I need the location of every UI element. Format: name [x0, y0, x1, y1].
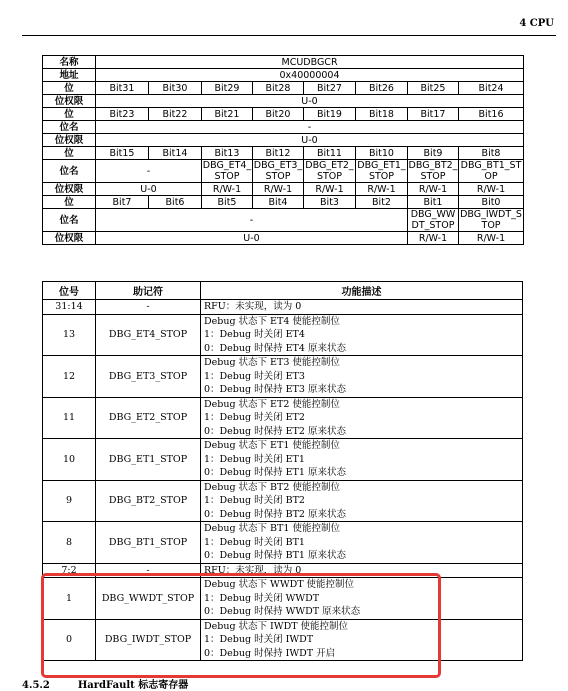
description-line: RFU：未实现，读为 0 [204, 564, 302, 576]
row-bit: 12 [43, 356, 96, 398]
bit-cell: Bit14 [149, 147, 202, 160]
bit-cell: Bit26 [356, 82, 408, 95]
description-line: 1：Debug 时关闭 ET4 [204, 329, 305, 340]
bit-cell: Bit19 [304, 108, 356, 121]
description-line: 0：Debug 时保持 ET4 原来状态 [204, 342, 346, 354]
row-description [201, 397, 523, 439]
row-description [201, 356, 523, 398]
description-line: 0：Debug 时保持 WWDT 原来状态 [204, 606, 361, 617]
bit-cell: Bit24 [459, 82, 524, 95]
description-line: Debug 状态下 ET3 使能控制位 [204, 357, 340, 368]
row-mnemonic: DBG_IWDT_STOP [96, 619, 201, 661]
register-table [42, 55, 524, 245]
field-name-cell: DBG_IWDT_STOP [460, 209, 522, 231]
row-bit: 31:14 [43, 300, 96, 315]
row-bit: 1 [43, 578, 96, 620]
field-name-cell: DBG_BT2_STOP [408, 160, 458, 182]
perm-cell: R/W-1 [408, 183, 459, 196]
header-rule [22, 35, 556, 36]
bit-cell: Bit20 [253, 108, 304, 121]
description-line: Debug 状态下 WWDT 使能控制位 [204, 579, 355, 590]
highlight-box [41, 573, 441, 678]
addr-label: 地址 [43, 69, 96, 82]
bit-cell: Bit28 [253, 82, 304, 95]
perm-cell: R/W-1 [356, 183, 408, 196]
perm-label: 位权限 [43, 232, 96, 245]
row-mnemonic: DBG_WWDT_STOP [96, 578, 201, 620]
perm-cell: U-0 [96, 95, 524, 108]
perm-cell: R/W-1 [459, 232, 524, 245]
bit-cell: Bit10 [356, 147, 408, 160]
field-name-cell: - [96, 209, 408, 232]
table-row [43, 314, 523, 356]
row-bit: 10 [43, 439, 96, 481]
row-bit: 7:2 [43, 563, 96, 578]
description-line: Debug 状态下 BT2 使能控制位 [204, 481, 340, 493]
table-row [43, 439, 523, 481]
perm-cell: U-0 [96, 134, 524, 147]
name-label: 名称 [43, 56, 96, 69]
bit-cell: Bit25 [408, 82, 459, 95]
field-name-cell: DBG_ET2_STOP [305, 160, 354, 182]
row-mnemonic: DBG_ET4_STOP [96, 314, 201, 356]
field-name-cell: DBG_WWDT_STOP [408, 209, 459, 232]
description-line: 0：Debug 时保持 BT1 原来状态 [204, 550, 346, 561]
bit-label: 位 [43, 82, 96, 95]
row-bit: 11 [43, 397, 96, 439]
col-header-desc: 功能描述 [201, 282, 523, 300]
field-name-cell: DBG_BT1_STOP [459, 160, 524, 183]
perm-cell: R/W-1 [459, 183, 524, 196]
field-name-cell: - [96, 121, 524, 134]
description-line: 0：Debug 时保持 ET3 原来状态 [204, 384, 346, 395]
description-line: Debug 状态下 ET1 使能控制位 [204, 440, 340, 451]
bit-cell: Bit5 [202, 196, 253, 209]
row-description [201, 480, 523, 522]
perm-label: 位权限 [43, 183, 96, 196]
bit-cell: Bit2 [356, 196, 408, 209]
row-description [201, 300, 523, 315]
row-mnemonic: DBG_BT1_STOP [96, 522, 201, 564]
bit-cell: Bit11 [304, 147, 356, 160]
row-mnemonic: - [96, 563, 201, 578]
bit-cell: Bit9 [408, 147, 459, 160]
row-description [201, 439, 523, 481]
field-name-cell: DBG_ET4_STOP [202, 160, 252, 182]
perm-cell: U-0 [96, 183, 202, 196]
register-address: 0x40000004 [96, 69, 524, 82]
bit-cell: Bit0 [459, 196, 524, 209]
description-line: 0：Debug 时保持 ET1 原来状态 [204, 467, 346, 478]
bit-cell: Bit29 [202, 82, 253, 95]
description-line: 1：Debug 时关闭 IWDT [204, 634, 314, 645]
row-description [201, 522, 523, 564]
bit-cell: Bit31 [96, 82, 149, 95]
bit-cell: Bit7 [96, 196, 149, 209]
description-line: 1：Debug 时关闭 WWDT [204, 592, 320, 604]
section-heading [22, 676, 188, 691]
description-line: 1：Debug 时关闭 BT1 [204, 536, 305, 548]
perm-label: 位权限 [43, 134, 96, 147]
row-mnemonic: DBG_ET1_STOP [96, 439, 201, 481]
row-mnemonic: DBG_ET3_STOP [96, 356, 201, 398]
bit-cell: Bit23 [96, 108, 149, 121]
bit-cell: Bit22 [149, 108, 202, 121]
description-line: Debug 状态下 BT1 使能控制位 [204, 523, 340, 534]
description-line: Debug 状态下 ET2 使能控制位 [204, 398, 340, 410]
bit-cell: Bit27 [304, 82, 356, 95]
table-row [43, 356, 523, 398]
description-line: 0：Debug 时保持 ET2 原来状态 [204, 425, 346, 437]
description-line: RFU：未实现，读为 0 [204, 301, 302, 312]
table-row [43, 522, 523, 564]
chapter-header: 4 CPU [519, 18, 554, 29]
perm-cell: R/W-1 [253, 183, 304, 196]
perm-cell: U-0 [96, 232, 408, 245]
row-description [201, 314, 523, 356]
table-row [43, 397, 523, 439]
perm-cell: R/W-1 [202, 183, 253, 196]
description-line: Debug 状态下 ET4 使能控制位 [204, 315, 340, 327]
row-bit: 0 [43, 619, 96, 661]
bit-cell: Bit1 [408, 196, 459, 209]
description-line: 1：Debug 时关闭 ET1 [204, 453, 305, 465]
bit-cell: Bit12 [253, 147, 304, 160]
bit-cell: Bit8 [459, 147, 524, 160]
fname-label: 位名 [43, 121, 96, 134]
description-line: 1：Debug 时关闭 BT2 [204, 495, 305, 506]
description-line: 0：Debug 时保持 IWDT 开启 [204, 647, 336, 659]
row-bit: 8 [43, 522, 96, 564]
field-name-cell: DBG_ET3_STOP [253, 160, 303, 182]
bit-label: 位 [43, 147, 96, 160]
bit-cell: Bit6 [149, 196, 202, 209]
perm-cell: R/W-1 [304, 183, 356, 196]
bit-label: 位 [43, 196, 96, 209]
description-line: 0：Debug 时保持 BT2 原来状态 [204, 508, 346, 520]
field-name-cell: DBG_ET1_STOP [357, 160, 406, 182]
col-header-name: 助记符 [96, 282, 201, 300]
description-line: Debug 状态下 IWDT 使能控制位 [204, 620, 349, 632]
perm-cell: R/W-1 [408, 232, 459, 245]
fname-label: 位名 [43, 209, 96, 232]
bit-cell: Bit21 [202, 108, 253, 121]
row-bit: 13 [43, 314, 96, 356]
fname-label: 位名 [43, 160, 96, 183]
table-row [43, 300, 523, 315]
row-mnemonic: DBG_BT2_STOP [96, 480, 201, 522]
bit-cell: Bit30 [149, 82, 202, 95]
section-number: 4.5.2 [22, 680, 50, 691]
row-mnemonic: - [96, 300, 201, 315]
table-row [43, 480, 523, 522]
bit-cell: Bit4 [253, 196, 304, 209]
col-header-bit: 位号 [43, 282, 96, 300]
description-line: 1：Debug 时关闭 ET3 [204, 370, 305, 382]
row-bit: 9 [43, 480, 96, 522]
section-title: HardFault 标志寄存器 [77, 680, 189, 691]
description-line: 1：Debug 时关闭 ET2 [204, 412, 305, 423]
bit-cell: Bit15 [96, 147, 149, 160]
register-name: MCUDBGCR [96, 56, 524, 69]
bit-cell: Bit3 [304, 196, 356, 209]
bit-cell: Bit17 [408, 108, 459, 121]
bit-cell: Bit16 [459, 108, 524, 121]
field-name-cell: - [96, 160, 202, 183]
bit-cell: Bit18 [356, 108, 408, 121]
bit-cell: Bit13 [202, 147, 253, 160]
perm-label: 位权限 [43, 95, 96, 108]
bit-label: 位 [43, 108, 96, 121]
row-mnemonic: DBG_ET2_STOP [96, 397, 201, 439]
